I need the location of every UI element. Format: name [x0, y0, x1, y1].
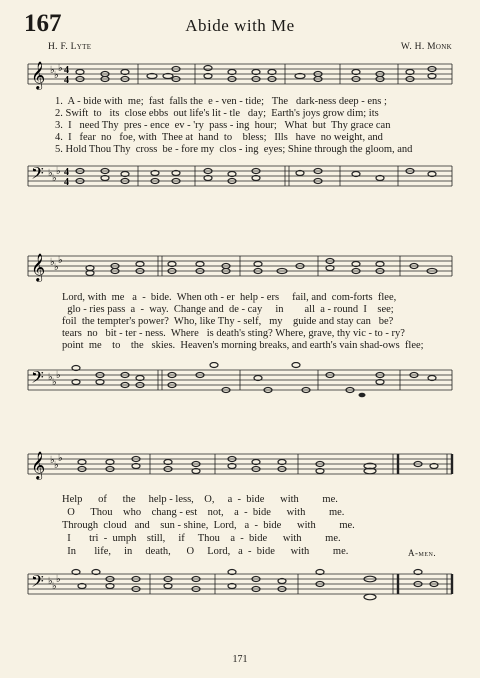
verse-2-line-1: 2. Swift to its close ebbs out life's lit - tle day; Earth's joys grow dim; its — [55, 108, 379, 119]
svg-text:♭: ♭ — [50, 65, 55, 76]
verse-2-line-3: O Thou who chang - est not, a - bide with me. — [62, 507, 345, 518]
bass-staff-3 — [0, 564, 480, 608]
treble-staff-1 — [0, 60, 480, 96]
hymn-title: Abide with Me — [185, 16, 295, 35]
verse-4-line-2: tears no bit - ter - ness. Where is death's sting? Where, grave, thy vic - to - ry? — [62, 328, 405, 339]
svg-text:4: 4 — [64, 75, 69, 86]
verse-1-line-3: Help of the help - less, O, a - bide with me. — [62, 494, 338, 505]
verse-1-line-2: Lord, with me a - bide. When oth - er help - ers fail, and com-forts flee, — [62, 292, 397, 303]
verse-3-line-1: 3. I need Thy pres - ence ev - 'ry pass - ing hour; What but Thy grace can — [55, 120, 391, 131]
svg-text:♭: ♭ — [50, 455, 55, 466]
svg-text:♭: ♭ — [52, 377, 57, 388]
hymn-number: 167 — [24, 10, 62, 37]
verse-5-line-3: In life, in death, O Lord, a - bide with me. — [62, 546, 349, 557]
verse-5-line-1: 5. Hold Thou Thy cross be - fore my clos - ing eyes; Shine through the gloom, and — [55, 144, 413, 155]
svg-text:♭: ♭ — [58, 453, 63, 464]
verse-2-line-2: glo - ries pass a - way. Change and de - cay in all a - round I see; — [62, 304, 394, 315]
svg-text:♭: ♭ — [50, 257, 55, 268]
svg-text:𝄢: 𝄢 — [31, 367, 44, 391]
treble-staff-2 — [0, 250, 480, 286]
svg-text:♭: ♭ — [58, 255, 63, 266]
svg-text:𝄞: 𝄞 — [31, 451, 46, 479]
svg-text:♭: ♭ — [56, 574, 61, 585]
bass-staff-1 — [0, 160, 480, 196]
svg-text:𝄞: 𝄞 — [31, 61, 46, 89]
svg-text:4: 4 — [64, 167, 69, 178]
svg-text:4: 4 — [64, 177, 69, 188]
svg-text:♭: ♭ — [56, 166, 61, 177]
verse-4-line-1: 4. I fear no foe, with Thee at hand to bless; Ills have no weight, and — [55, 132, 383, 143]
svg-text:♭: ♭ — [54, 262, 59, 273]
verse-5-line-2: point me to the skies. Heaven's morning breaks, and earth's vain shad-ows flee; — [62, 340, 424, 351]
bass-staff-2 — [0, 362, 480, 402]
svg-text:♭: ♭ — [48, 168, 53, 179]
svg-text:♭: ♭ — [54, 70, 59, 81]
svg-text:♭: ♭ — [58, 63, 63, 74]
verse-3-line-3: Through cloud and sun - shine, Lord, a - bide with me. — [62, 520, 355, 531]
verse-3-line-2: foil the tempter's power? Who, like Thy - self, my guide and stay can be? — [62, 316, 394, 327]
svg-text:♭: ♭ — [48, 576, 53, 587]
svg-text:♭: ♭ — [52, 173, 57, 184]
svg-text:𝄞: 𝄞 — [31, 253, 46, 281]
svg-text:♭: ♭ — [54, 460, 59, 471]
amen-label: A-men. — [408, 548, 437, 558]
svg-text:♭: ♭ — [48, 372, 53, 383]
verse-4-line-3: I tri - umph still, if Thou a - bide with me. — [62, 533, 341, 544]
svg-text:4: 4 — [64, 65, 69, 76]
svg-text:♭: ♭ — [52, 581, 57, 592]
composer-credit: W. H. Monk — [400, 42, 452, 52]
lyricist-credit: H. F. Lyte — [48, 42, 92, 52]
svg-text:𝄢: 𝄢 — [31, 571, 44, 595]
verse-1-line-1: 1. A - bide with me; fast falls the e - ven - tide; The dark-ness deep - ens ; — [55, 96, 387, 107]
treble-staff-3 — [0, 448, 480, 484]
svg-text:𝄢: 𝄢 — [31, 163, 44, 187]
page-number: 171 — [232, 654, 248, 665]
svg-text:♭: ♭ — [56, 370, 61, 381]
